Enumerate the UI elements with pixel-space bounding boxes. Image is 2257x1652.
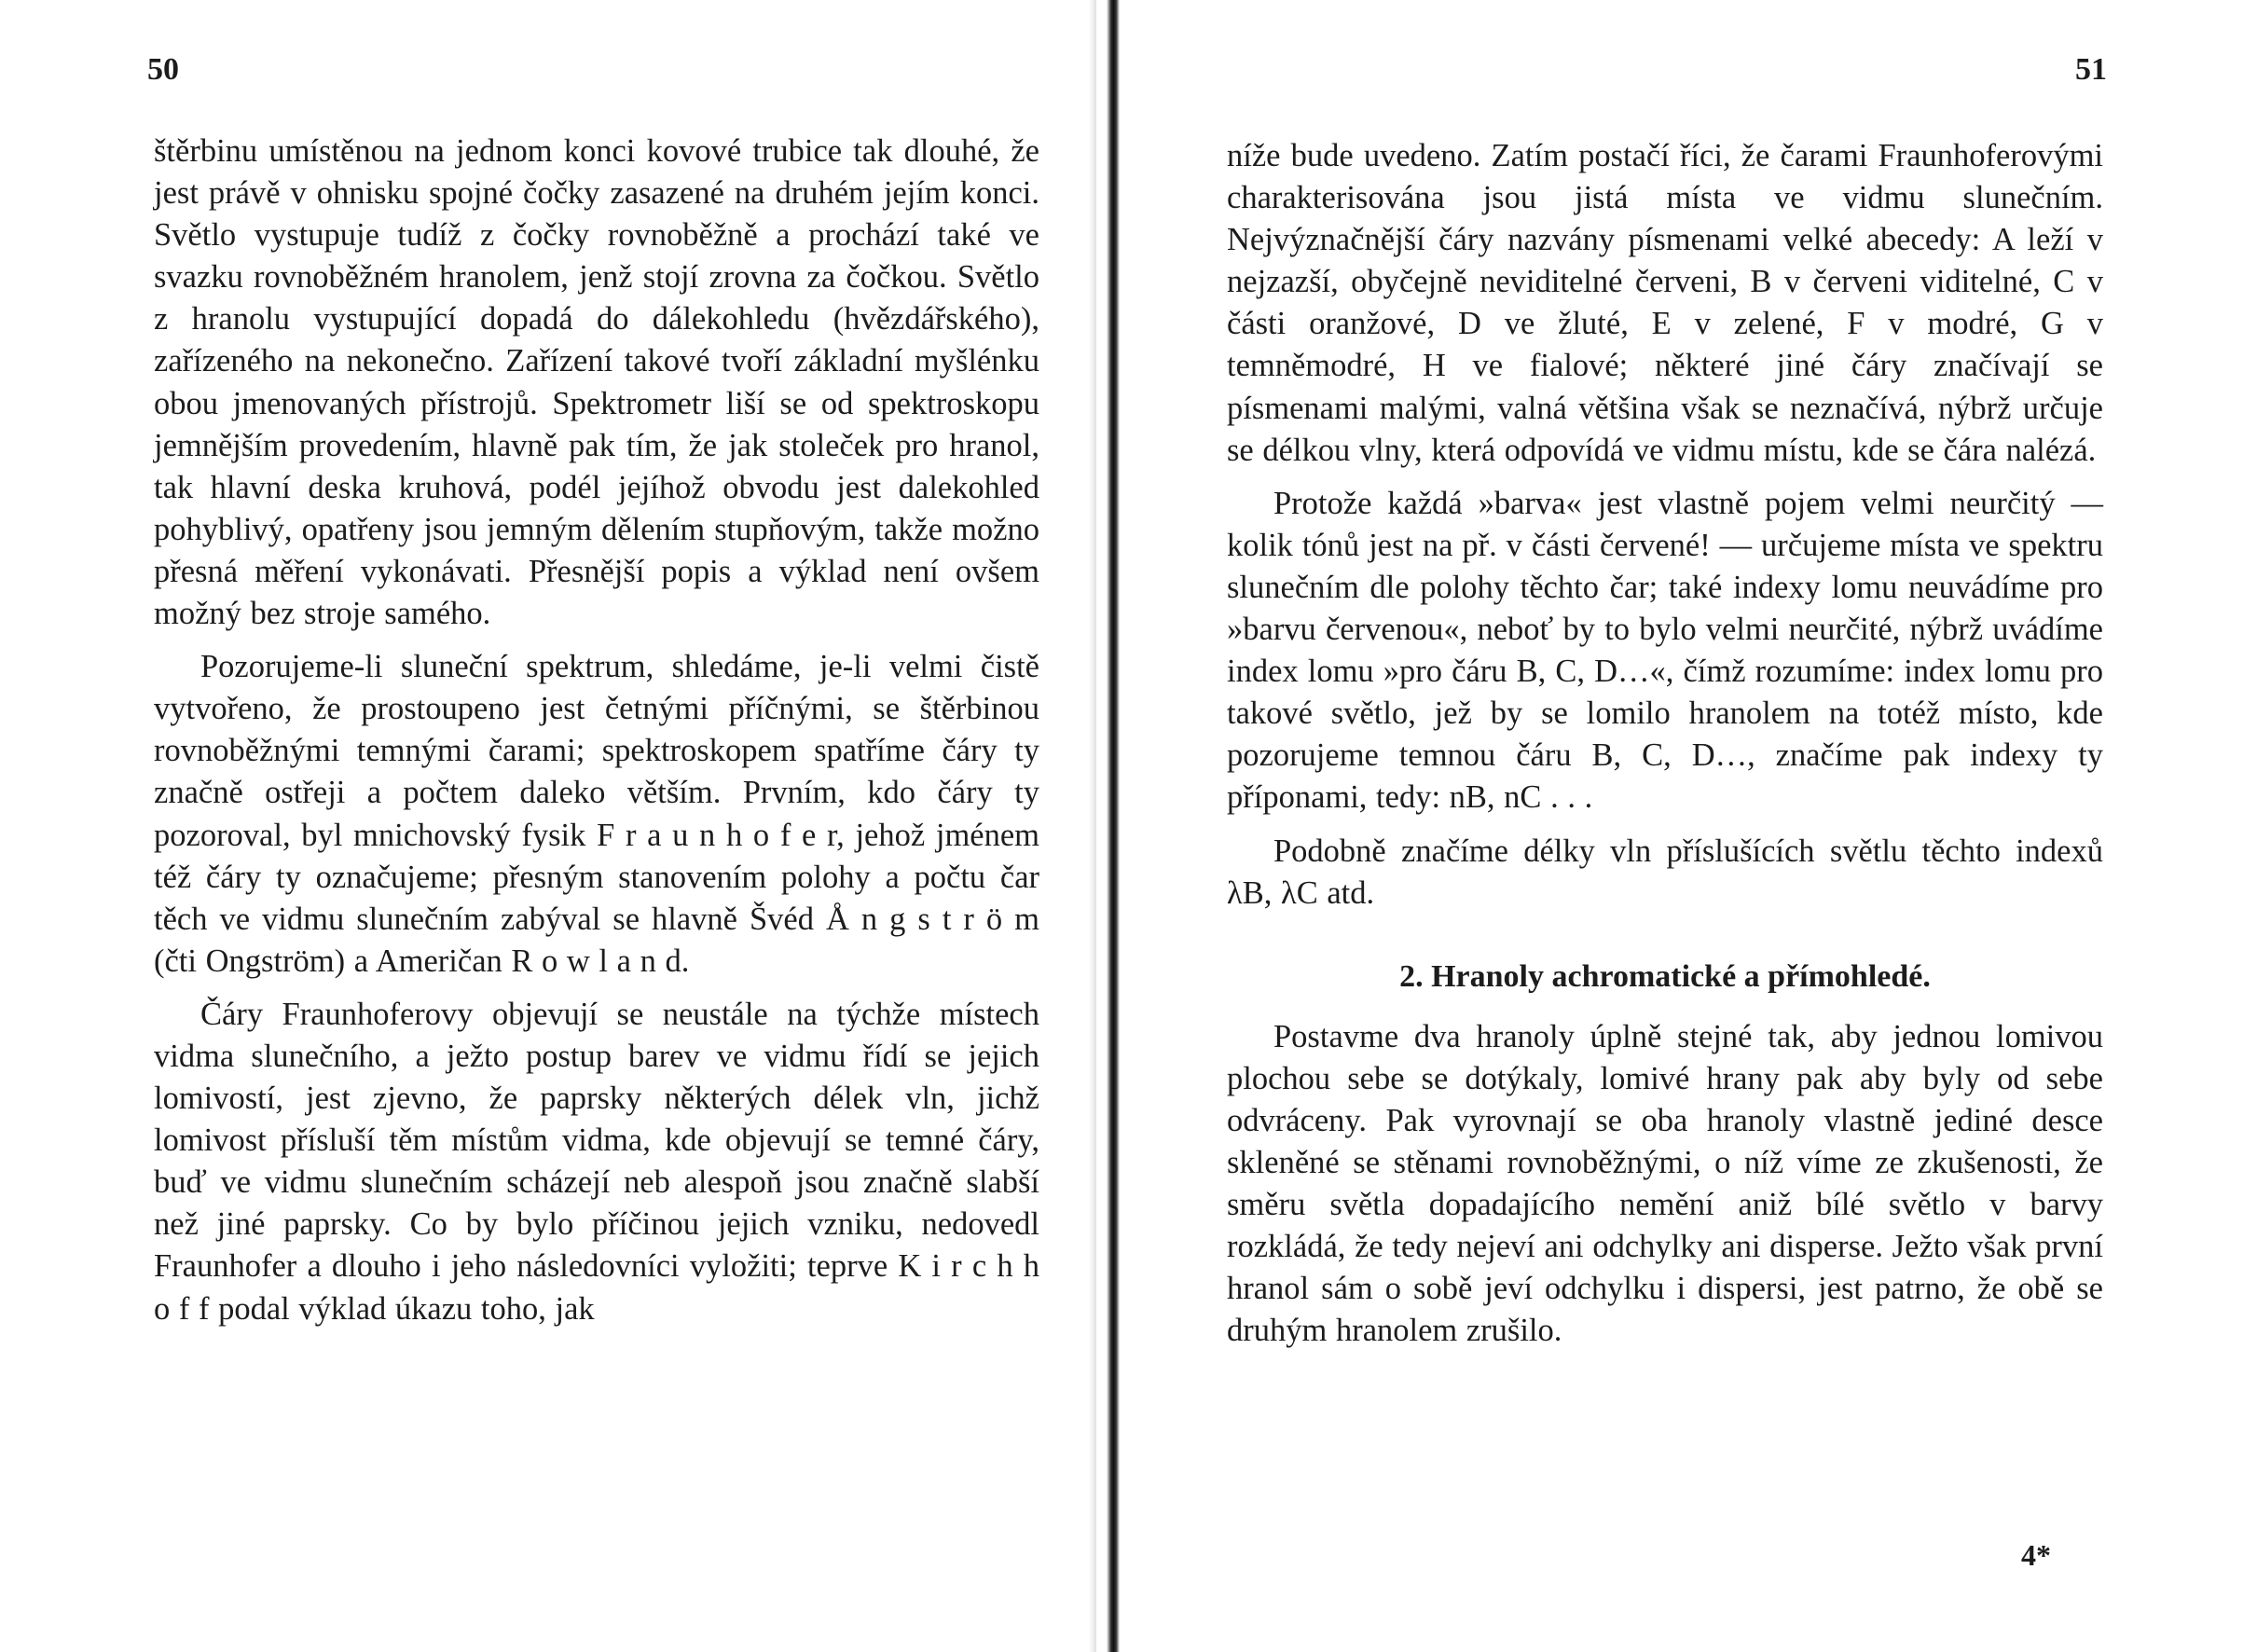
right-page-text	[1227, 135, 2103, 1352]
left-paragraph-2: Pozorujeme-li sluneční spektrum, shledáme, je-li velmi čistě vytvořeno, že prostoupeno jest četnými příčnými, se štěrbinou rovnoběžnými temnými čarami; spektroskopem spatříme čáry ty značně ostřeji a počtem daleko větším. Prvním, kdo čáry ty pozoroval, byl mnichovský fysik F r a u n h o f e r, jehož jménem též čáry ty označujeme; přesným stanovením polohy a počtu čar těch ve vidmu slunečním zabýval se hlavně Švéd Å n g s t r ö m (čti Ongström) a Američan R o w l a n d.	[154, 649, 1039, 979]
right-paragraph-2: Protože každá »barva« jest vlastně pojem velmi neurčitý — kolik tónů jest na př. v části červené! — určujeme místa ve spektru slunečním dle polohy těchto čar; také indexy lomu neuvádíme pro »barvu červenou«, neboť by to bylo velmi neurčité, nýbrž uvádíme index lomu »pro čáru B, C, D…«, čímž rozumíme: index lomu pro takové světlo, jež by se lomilo hranolem na totéž místo, kde pozorujeme temnou čáru B, C, D…, značíme pak indexy ty příponami, tedy: nB, nC . . .	[1227, 485, 2103, 816]
right-page	[1221, 0, 2116, 1652]
left-page-text	[154, 131, 1039, 1330]
left-paragraph-3: Čáry Fraunhoferovy objevují se neustále na týchže místech vidma slunečního, a ježto postup barev ve vidmu řídí se jejich lomivostí, jest zjevno, že paprsky některých délek vln, jichž lomivost přísluší těm místům vidma, kde objevují se temné čáry, buď ve vidmu slunečním scházejí neb alespoň jsou značně slabší než jiné paprsky. Co by bylo příčinou jejich vzniku, nedovedl Fraunhofer a dlouho i jeho následovníci vyložiti; teprve K i r c h h o f f podal výklad úkazu toho, jak	[154, 996, 1039, 1327]
right-paragraph-3: Podobně značíme délky vln příslušících světlu těchto indexů λB, λC atd.	[1227, 833, 2103, 911]
section-heading: 2. Hranoly achromatické a přímohledé.	[1399, 958, 1931, 994]
book-gutter	[1107, 0, 1120, 1652]
section-paragraph: Postavme dva hranoly úplně stejné tak, aby jednou lomivou plochou sebe se dotýkaly, lomivé hrany pak aby byly od sebe odvráceny. Pak vyrovnají se oba hranoly vlastně jediné desce skleněné se stěnami rovnoběžnými, o níž víme ze zkušenosti, že směru světla dopadajícího nemění aniž bílé světlo v barvy rozkládá, že tedy nejeví ani odchylky ani disperse. Ježto však první hranol sám o sobě jeví odchylku i dispersi, jest patrno, že obě se druhým hranolem zrušilo.	[1227, 1018, 2103, 1349]
page-number-right: 51	[2075, 52, 2107, 87]
left-page	[140, 0, 1039, 1652]
signature-mark: 4*	[2021, 1538, 2051, 1572]
right-paragraph-1: níže bude uvedeno. Zatím postačí říci, že čarami Fraunhoferovými charakterisována jsou jistá místa ve vidmu slunečním. Nejvýznačnější čáry nazvány písmenami velké abecedy: A leží v nejzazší, obyčejně neviditelné červeni, B v červeni viditelné, C v části oranžové, D ve žluté, E v zelené, F v modré, G v temněmodré, H ve fialové; některé jiné čáry značívají se písmenami malými, valná většina však se neznačívá, nýbrž určuje se délkou vlny, která odpovídá ve vidmu místu, kde se čára nalézá.	[1227, 138, 2103, 468]
page-number-left: 50	[147, 52, 179, 87]
gutter-shadow	[1089, 0, 1096, 1652]
left-paragraph-1: štěrbinu umístěnou na jednom konci kovové trubice tak dlouhé, že jest právě v ohnisku spojné čočky zasazené na druhém jejím konci. Světlo vystupuje tudíž z čočky rovnoběžně a prochází také ve svazku rovnoběžném hranolem, jenž stojí zrovna za čočkou. Světlo z hranolu vystupující dopadá do dálekohledu (hvězdářského), zařízeného na nekonečno. Zařízení takové tvoří základní myšlénku obou jmenovaných přístrojů. Spektrometr liší se od spektroskopu jemnějším provedením, hlavně pak tím, že jak stoleček pro hranol, tak hlavní deska kruhová, podél jejíhož obvodu jest dalekohled pohyblivý, opatřeny jsou jemným dělením stupňovým, takže možno přesná měření vykonávati. Přesnější popis a výklad není ovšem možný bez stroje samého.	[154, 133, 1039, 632]
